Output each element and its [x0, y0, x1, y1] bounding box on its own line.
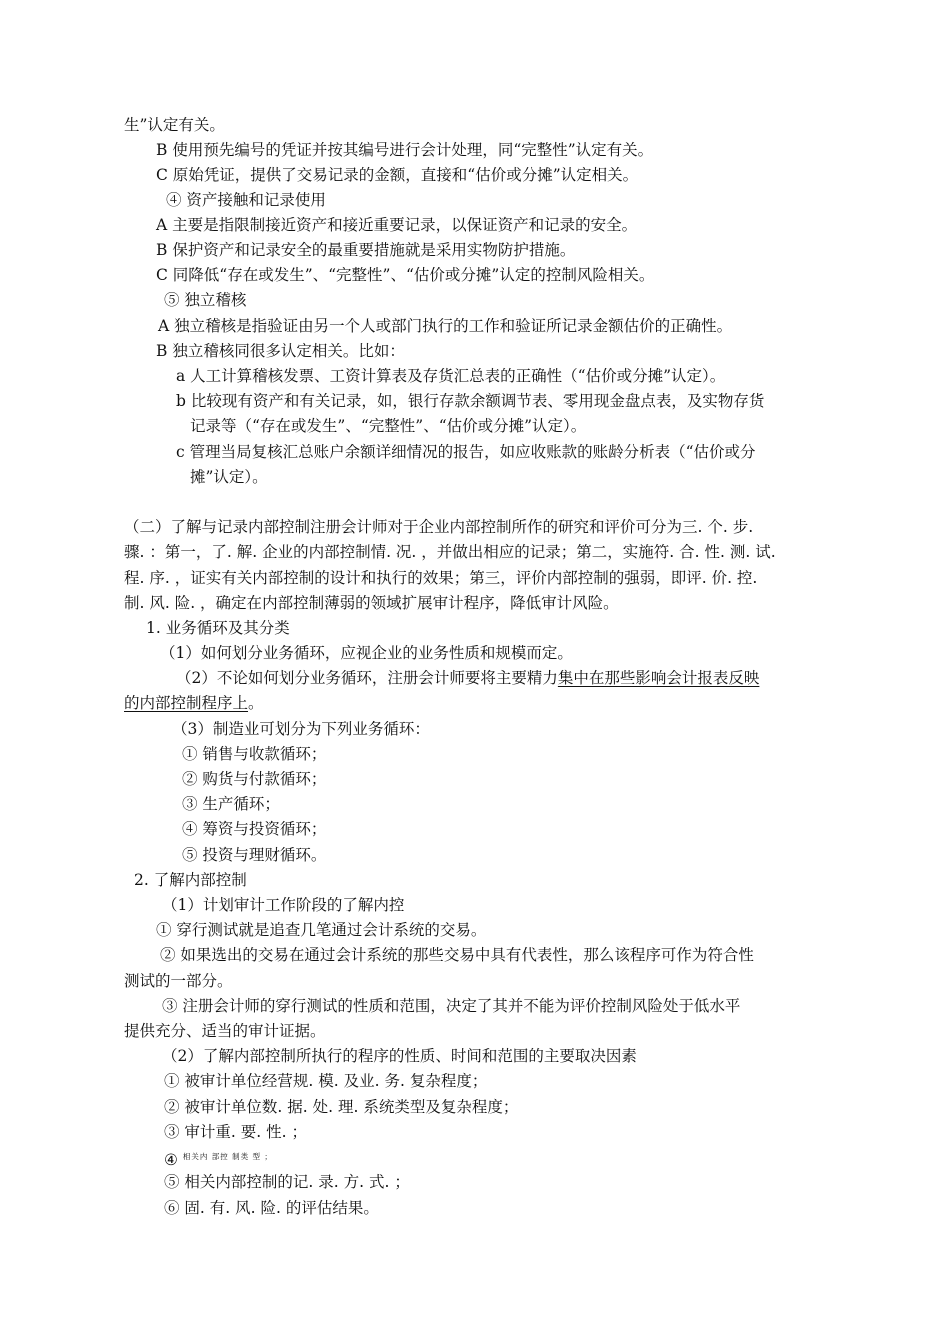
text-line: C 同降低“存在或发生”、“完整性”、“估价或分摊”认定的控制风险相关。 — [156, 266, 655, 284]
list-item — [164, 1146, 273, 1171]
text-line: 记录等（“存在或发生”、“完整性”、“估价或分摊”认定）。 — [190, 417, 587, 435]
text-line: 程. 序. ，证实有关内部控制的设计和执行的效果；第三，评价内部控制的强弱，即评. 价. 控. — [124, 569, 758, 587]
text-line: （2）了解内部控制所执行的程序的性质、时间和范围的主要取决因素 — [162, 1047, 637, 1065]
list-item: ⑤ 相关内部控制的记. 录. 方. 式. ； — [164, 1173, 410, 1191]
text-line: 骤. ：第一，了. 解. 企业的内部控制情. 况. ，并做出相应的记录；第二，实施符. 合. 性. 测. 试. — [124, 543, 776, 561]
text-line — [176, 667, 759, 689]
list-item: ③ 生产循环； — [182, 795, 280, 813]
list-item: ② 购货与付款循环； — [182, 770, 327, 788]
subheading: 2. 了解内部控制 — [134, 871, 247, 889]
underlined-text: 的内部控制程序上 — [124, 694, 249, 712]
subheading: 1. 业务循环及其分类 — [146, 619, 290, 637]
list-item: ① 被审计单位经营规. 模. 及业. 务. 复杂程度； — [164, 1072, 488, 1090]
text-line: 测试的一部分。 — [124, 972, 233, 990]
list-item: ② 被审计单位数. 据. 处. 理. 系统类型及复杂程度； — [164, 1098, 519, 1116]
text-line: 提供充分、适当的审计证据。 — [124, 1022, 326, 1040]
list-item: ⑤ 投资与理财循环。 — [182, 846, 327, 864]
text-span: 。 — [248, 694, 264, 712]
list-item: ⑥ 固. 有. 风. 险. 的评估结果。 — [164, 1199, 379, 1217]
list-item: ④ 筹资与投资循环； — [182, 820, 327, 838]
text-line: （1）计划审计工作阶段的了解内控 — [162, 896, 405, 914]
list-item: ① 销售与收款循环； — [182, 745, 327, 763]
text-line: B 使用预先编号的凭证并按其编号进行会计处理，同“完整性”认定有关。 — [156, 141, 654, 159]
text-line: B 保护资产和记录安全的最重要措施就是采用实物防护措施。 — [156, 241, 576, 259]
text-span: （2）不论如何划分业务循环，注册会计师要将主要精力 — [176, 669, 558, 687]
garbled-small-text: 相关内 部控 制类 型 ； — [182, 1152, 273, 1161]
section-heading: （二）了解与记录内部控制注册会计师对于企业内部控制所作的研究和评价可分为三. 个. 步. — [124, 518, 754, 536]
list-item: ③ 注册会计师的穿行测试的性质和范围，决定了其并不能为评价控制风险处于低水平 — [162, 997, 741, 1015]
text-line: （1）如何划分业务循环，应视企业的业务性质和规模而定。 — [160, 644, 573, 662]
text-line: C 原始凭证，提供了交易记录的金额，直接和“估价或分摊”认定相关。 — [156, 166, 639, 184]
text-line: 生”认定有关。 — [124, 116, 225, 134]
item-marker: ④ — [164, 1151, 178, 1169]
list-item: ③ 审计重. 要. 性. ； — [164, 1123, 307, 1141]
text-line: B 独立稽核同很多认定相关。比如： — [156, 342, 405, 360]
text-line: 摊”认定）。 — [190, 468, 268, 486]
text-line: a 人工计算稽核发票、工资计算表及存货汇总表的正确性（“估价或分摊”认定）。 — [176, 367, 726, 385]
text-line — [124, 692, 264, 714]
text-line: b 比较现有资产和有关记录，如，银行存款余额调节表、零用现金盘点表，及实物存货 — [176, 392, 765, 410]
text-line: A 主要是指限制接近资产和接近重要记录，以保证资产和记录的安全。 — [156, 216, 638, 234]
text-line: c 管理当局复核汇总账户余额详细情况的报告，如应收账款的账龄分析表（“估价或分 — [176, 443, 756, 461]
list-item: ② 如果选出的交易在通过会计系统的那些交易中具有代表性，那么该程序可作为符合性 — [160, 946, 754, 964]
underlined-text: 集中在那些影响会计报表反映 — [557, 669, 760, 687]
list-heading: ④ 资产接触和记录使用 — [166, 191, 326, 209]
text-line: （3）制造业可划分为下列业务循环： — [172, 720, 430, 738]
text-line: 制. 风. 险. ，确定在内部控制薄弱的领域扩展审计程序，降低审计风险。 — [124, 594, 619, 612]
list-heading: ⑤ 独立稽核 — [164, 291, 247, 309]
list-item: ① 穿行测试就是追查几笔通过会计系统的交易。 — [156, 921, 487, 939]
text-line: A 独立稽核是指验证由另一个人或部门执行的工作和验证所记录金额估价的正确性。 — [158, 317, 733, 335]
